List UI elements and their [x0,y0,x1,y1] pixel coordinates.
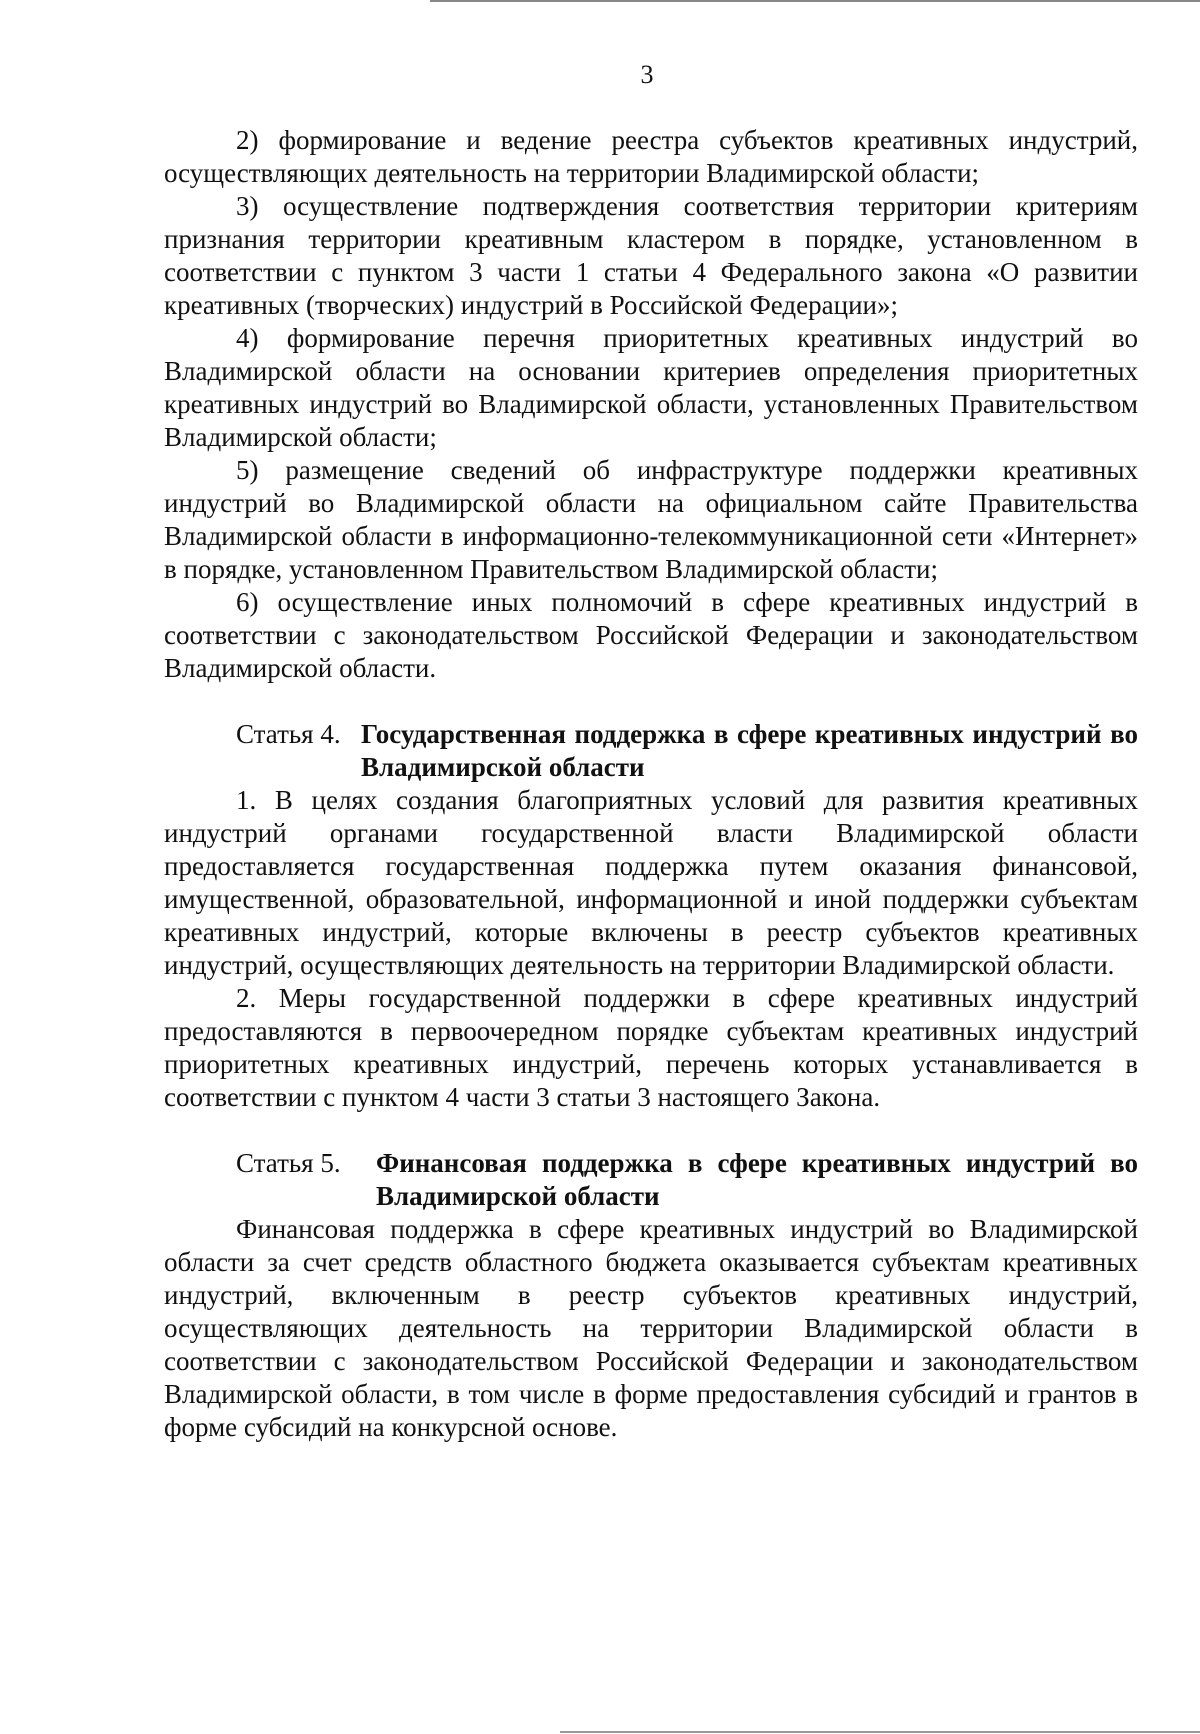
article-5-heading [164,1147,1138,1213]
page-number: 3 [640,60,654,89]
list-item-6: 6) осуществление иных полномочий в сфере креативных индустрий в соответствии с законодательством Российской Федерации и законодательством Владимирской области. [164,587,1138,683]
article-4-paragraph-2: 2. Меры государственной поддержки в сфере креативных индустрий предоставляются в первоочередном порядке субъектам креативных индустрий приоритетных креативных индустрий, перечень которых устанавливается в соответствии с пунктом 4 части 3 статьи 3 настоящего Закона. [164,983,1138,1112]
list-item-5: 5) размещение сведений об инфраструктуре поддержки креативных индустрий во Владимирской области на официальном сайте Правительства Владимирской области в информационно-телекоммуникационной сети «Интернет» в порядке, установленном Правительством Владимирской области; [164,455,1138,584]
bottom-page-edge [560,1731,1200,1733]
list-item-4: 4) формирование перечня приоритетных креативных индустрий во Владимирской области на основании критериев определения приоритетных креативных индустрий во Владимирской области, установленных Правительством Владимирской области; [164,323,1138,452]
article-4-title: Государственная поддержка в сфере креативных индустрий во Владимирской области [361,719,1138,782]
top-page-edge [430,0,1200,2]
document-body [164,124,1138,1444]
article-4-heading [164,718,1138,784]
list-item-3: 3) осуществление подтверждения соответствия территории критериям признания территории креативным кластером в порядке, установленном в соответствии с пунктом 3 части 1 статьи 4 Федерального закона «О развитии креативных (творческих) индустрий в Российской Федерации»; [164,191,1138,320]
list-item-2: 2) формирование и ведение реестра субъектов креативных индустрий, осуществляющих деятельность на территории Владимирской области; [164,125,1138,188]
article-5-title: Финансовая поддержка в сфере креативных индустрий во Владимирской области [376,1148,1138,1211]
article-4-label: Статья 4. [236,719,341,749]
article-5-label: Статья 5. [236,1148,341,1178]
article-5-paragraph-1: Финансовая поддержка в сфере креативных индустрий во Владимирской области за счет средств областного бюджета оказывается субъектам креативных индустрий, включенным в реестр субъектов креативных индустрий, осуществляющих деятельность на территории Владимирской области в соответствии с законодательством Российской Федерации и законодательством Владимирской области, в том числе в форме предоставления субсидий и грантов в форме субсидий на конкурсной основе. [164,1214,1138,1442]
article-4-paragraph-1: 1. В целях создания благоприятных условий для развития креативных индустрий органами государственной власти Владимирской области предоставляется государственная поддержка путем оказания финансовой, имущественной, образовательной, информационной и иной поддержки субъектам креативных индустрий, которые включены в реестр субъектов креативных индустрий, осуществляющих деятельность на территории Владимирской области. [164,785,1138,980]
